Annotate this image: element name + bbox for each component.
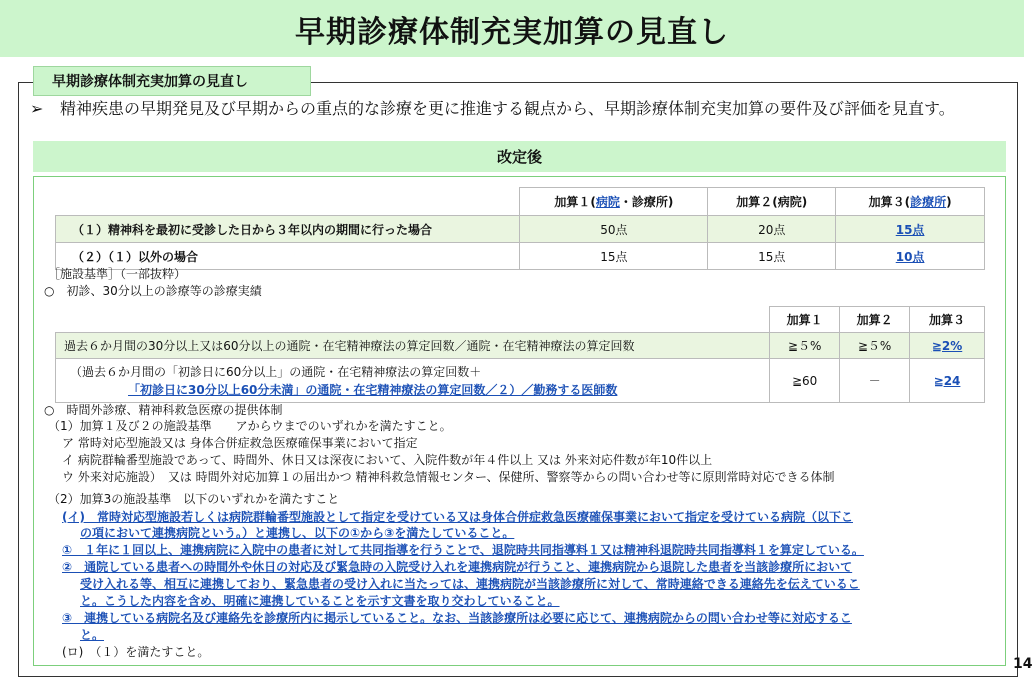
criterion-line-new: ③ 連携している病院名及び連絡先を診療所内に掲示していること。なお、当該診療所は必要に応じて、連携病院からの問い合わせ等に対応するこ: [62, 611, 852, 625]
header-kasan1: 加算１(病院・診療所): [520, 188, 708, 216]
header-kasan1: 加算１: [770, 307, 840, 333]
criterion-line: （1）加算１及び２の施設基準 アからウまでのいずれかを満たすこと。: [48, 419, 452, 433]
value-link[interactable]: ≧2%: [931, 338, 963, 353]
header-kasan2: 加算２(病院): [708, 188, 836, 216]
cell-value: 15点: [520, 243, 708, 270]
criterion-line-new: と。: [80, 628, 105, 642]
cell-value: [910, 359, 985, 403]
criterion-line: （2）加算3の施設基準 以下のいずれかを満たすこと: [48, 492, 340, 506]
criterion-line-new: の項において連携病院という。）と連携し、以下の①から③を満たしていること。: [80, 526, 515, 540]
cell-value: [836, 243, 985, 270]
intro-paragraph: [30, 98, 1015, 120]
intro-text: 精神疾患の早期発見及び早期からの重点的な診療を更に推進する観点から、早期診療体制充実加算の要件及び評価を見直す。: [60, 99, 955, 118]
criterion-line: ア 常時対応型施設又は 身体合併症救急医療確保事業において指定: [62, 436, 418, 450]
row-label: （１）精神科を最初に受診した日から３年以内の期間に行った場合: [56, 216, 520, 243]
clinic-link[interactable]: 診療所: [910, 195, 947, 209]
criteria-table: [55, 306, 985, 403]
section-label: 早期診療体制充実加算の見直し: [33, 66, 311, 96]
table-row: [56, 216, 985, 243]
row-label-line-underlined: 「初診日に30分以上60分未満」の通院・在宅精神療法の算定回数／２）／勤務する医師数: [128, 382, 618, 397]
value-link[interactable]: ≧24: [933, 373, 961, 388]
cell-value: 50点: [520, 216, 708, 243]
cell-value: 20点: [708, 216, 836, 243]
table-header-row: [56, 307, 985, 333]
facility-standard-label: ［施設基準］（一部抜粋）: [48, 267, 187, 281]
row-label: [56, 359, 770, 403]
header-kasan3: 加算３: [910, 307, 985, 333]
cell-value: －: [840, 359, 910, 403]
value-link[interactable]: 15点: [895, 222, 925, 237]
row-label: （２）（１）以外の場合: [56, 243, 520, 270]
table-header-row: [56, 188, 985, 216]
table-row: [56, 359, 985, 403]
cell-value: [910, 333, 985, 359]
row-label-line: （過去６か月間の「初診日に60分以上」の通院・在宅精神療法の算定回数＋: [70, 364, 482, 379]
table-row: [56, 333, 985, 359]
hospital-link[interactable]: 病院: [595, 195, 620, 209]
cell-value: 15点: [708, 243, 836, 270]
value-link[interactable]: 10点: [895, 249, 925, 264]
criterion-line-new: と。こうした内容を含め、明確に連携していることを示す文書を取り交わしていること。: [80, 594, 560, 608]
page-title: 早期診療体制充実加算の見直し: [0, 0, 1024, 57]
cell-value: ≧60: [770, 359, 840, 403]
table-corner: [56, 307, 770, 333]
criterion-line: (ロ) （１）を満たすこと。: [62, 645, 210, 659]
criterion-line-new: 受け入れる等、相互に連携しており、緊急患者の受け入れに当たっては、連携病院が当該診療所に対して、常時連絡できる連絡先を伝えているこ: [80, 577, 860, 591]
row-label: 過去６か月間の30分以上又は60分以上の通院・在宅精神療法の算定回数／通院・在宅精神療法の算定回数: [56, 333, 770, 359]
criteria-heading-2: ○ 時間外診療、精神科救急医療の提供体制: [44, 403, 283, 417]
header-kasan2: 加算２: [840, 307, 910, 333]
revision-header: 改定後: [33, 141, 1006, 172]
cell-value: ≧５%: [770, 333, 840, 359]
criterion-line: イ 病院群輪番型施設であって、時間外、休日又は深夜において、入院件数が年４件以上 又は 外来対応件数が年10件以上: [62, 453, 713, 467]
points-table: [55, 187, 985, 270]
bullet-arrow-icon: ➢: [30, 99, 44, 118]
cell-value: [836, 216, 985, 243]
table-row: [56, 243, 985, 270]
criterion-line-new: ① １年に１回以上、連携病院に入院中の患者に対して共同指導を行うことで、退院時共同指導料１又は精神科退院時共同指導料１を算定している。: [62, 543, 864, 557]
criterion-line-new: (イ) 常時対応型施設若しくは病院群輪番型施設として指定を受けている又は身体合併症救急医療確保事業において指定を受けている病院（以下こ: [62, 510, 853, 524]
table-corner: [56, 188, 520, 216]
criteria-heading-1: ○ 初診、30分以上の診療等の診療実績: [44, 284, 262, 298]
criterion-line: ウ 外来対応施設） 又は 時間外対応加算１の届出かつ 精神科救急情報センター、保健所、警察等からの問い合わせ等に原則常時対応できる体制: [62, 470, 835, 484]
criterion-line-new: ② 通院している患者への時間外や休日の対応及び緊急時の入院受け入れを連携病院が行うこと、連携病院から退院した患者を当該診療所において: [62, 560, 853, 574]
cell-value: ≧５%: [840, 333, 910, 359]
page-number: 14: [1013, 656, 1032, 672]
header-kasan3: 加算３(診療所): [836, 188, 985, 216]
